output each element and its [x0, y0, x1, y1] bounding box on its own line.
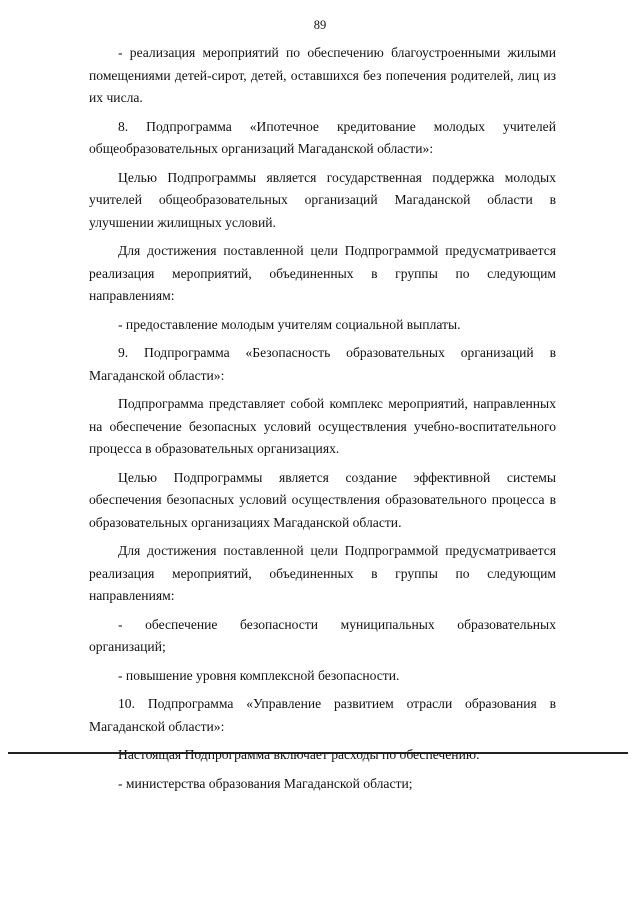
- paragraph-subprogram-9-goal: Целью Подпрограммы является создание эффективной системы обеспечения безопасных условий осуществления образовательного процесса в образовательных организациях Магаданской области.: [89, 469, 556, 530]
- paragraph-subprogram-8-goal: Целью Подпрограммы является государственная поддержка молодых учителей общеобразовательных организаций Магаданской области в улучшении жилищных условий.: [89, 169, 556, 230]
- paragraph-subprogram-9-heading: 9. Подпрограмма «Безопасность образовательных организаций в Магаданской области»:: [89, 345, 556, 383]
- paragraph-list-item: - реализация мероприятий по обеспечению благоустроенными жилыми помещениями детей-сирот, детей, оставшихся без попечения родителей, лиц из их числа.: [89, 45, 556, 105]
- paragraph-list-item: - повышение уровня комплексной безопасности.: [118, 667, 400, 683]
- paragraph-subprogram-9-directions: Для достижения поставленной цели Подпрограммой предусматривается реализация мероприятий, объединенных в группы по следующим направлениям:: [89, 543, 556, 603]
- paragraph-subprogram-10-heading: 10. Подпрограмма «Управление развитием отрасли образования в Магаданской области»:: [89, 696, 556, 734]
- paragraph-subprogram-9-description: Подпрограмма представляет собой комплекс мероприятий, направленных на обеспечение безопасных условий осуществления учебно-воспитательного процесса в образовательных организациях.: [89, 396, 556, 456]
- paragraph-subprogram-8-heading: 8. Подпрограмма «Ипотечное кредитование молодых учителей общеобразовательных организаций Магаданской области»:: [89, 118, 556, 156]
- paragraph-list-item: - министерства образования Магаданской области;: [118, 775, 413, 791]
- document-body: [89, 42, 556, 795]
- horizontal-divider: [8, 752, 628, 754]
- page-number: 89: [313, 18, 327, 32]
- paragraph-subprogram-8-directions: Для достижения поставленной цели Подпрограммой предусматривается реализация мероприятий, объединенных в группы по следующим направлениям:: [89, 243, 556, 303]
- paragraph-list-item: - обеспечение безопасности муниципальных образовательных организаций;: [89, 616, 556, 654]
- paragraph-subprogram-10-scope: Настоящая Подпрограмма включает расходы по обеспечению:: [118, 747, 480, 762]
- paragraph-list-item: - предоставление молодым учителям социальной выплаты.: [118, 316, 461, 332]
